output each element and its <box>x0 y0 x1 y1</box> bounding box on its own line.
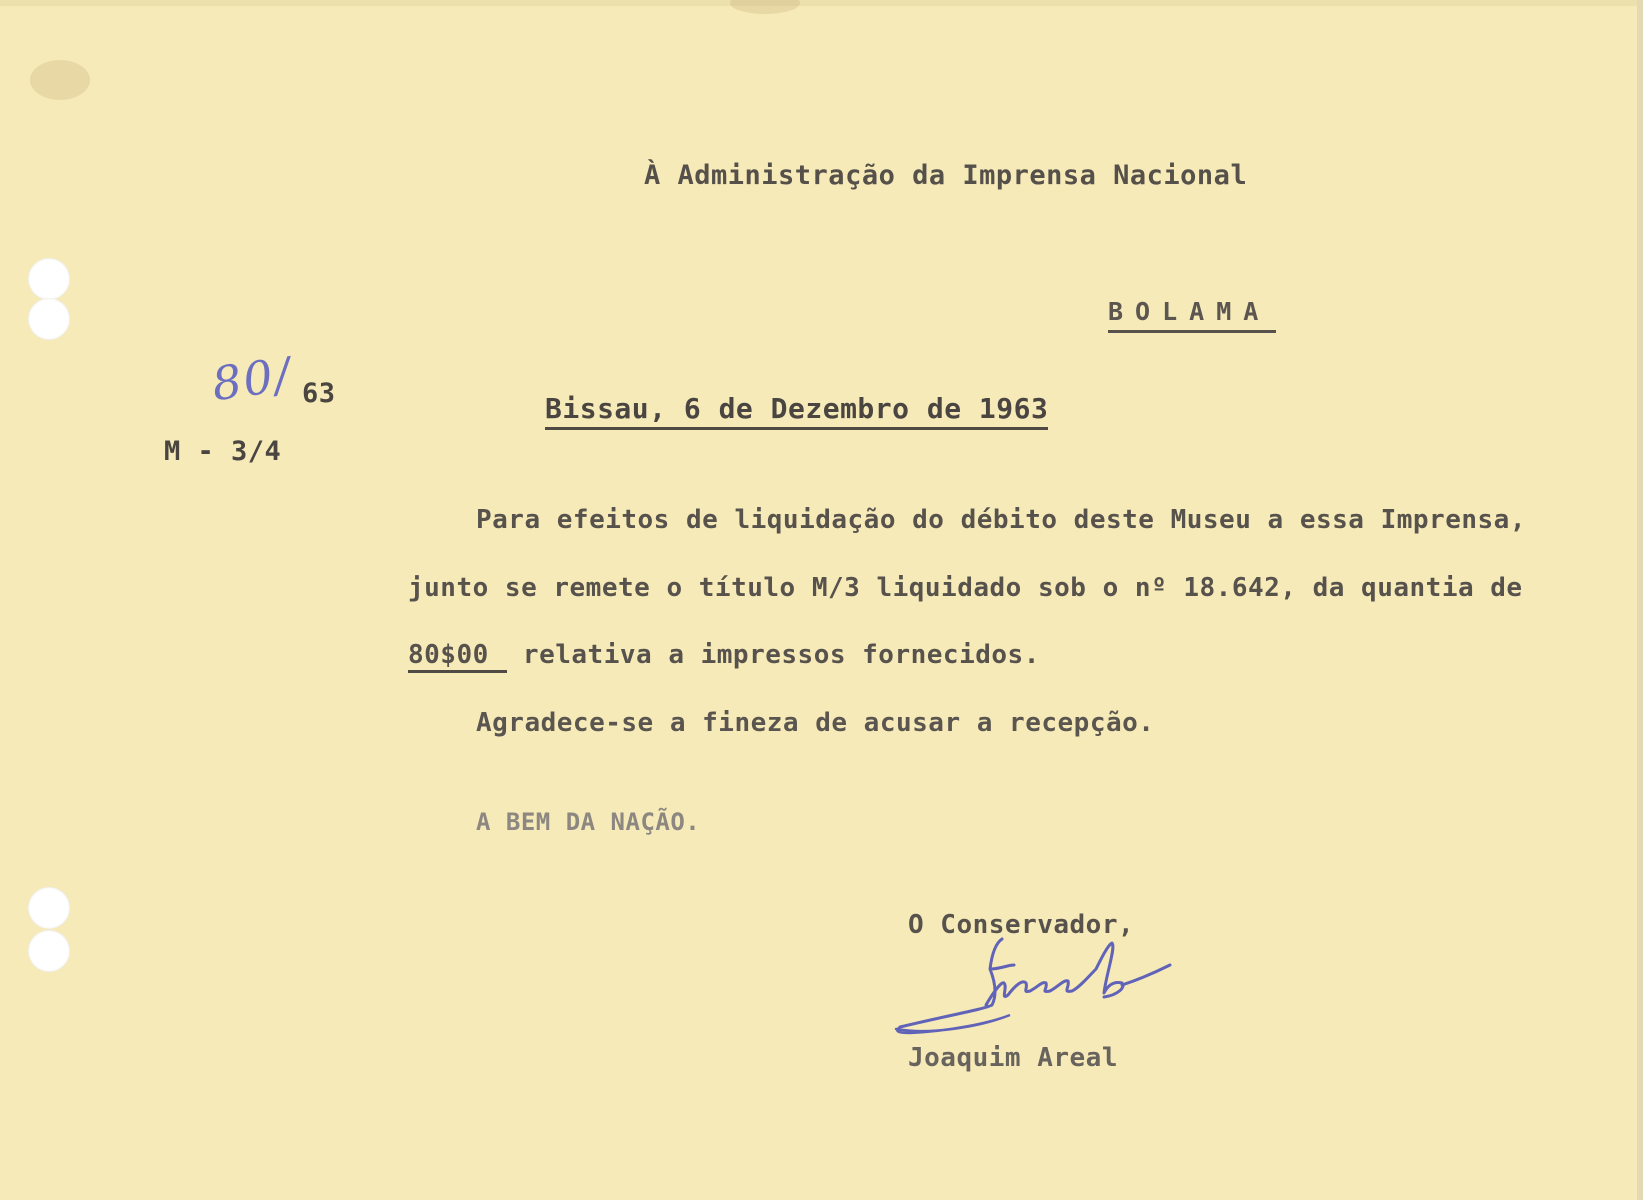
handwritten-reference-number: 80/ <box>208 346 296 412</box>
paper-stain <box>730 0 800 14</box>
acknowledgement-request: Agradece-se a fineza de acusar a recepção. <box>476 708 1155 738</box>
destination-city: BOLAMA <box>1108 297 1276 333</box>
file-classification: M - 3/4 <box>164 436 282 467</box>
amount-value: 80$00 <box>408 640 507 673</box>
body-paragraph-line <box>408 640 1040 670</box>
body-paragraph-line: junto se remete o título M/3 liquidado sob o nº 18.642, da quantia de <box>408 573 1523 603</box>
paper-stain <box>30 60 90 100</box>
body-paragraph-line: Para efeitos de liquidação do débito deste Museu a essa Imprensa, <box>476 505 1526 535</box>
place-and-date: Bissau, 6 de Dezembro de 1963 <box>545 392 1048 430</box>
signatory-name: Joaquim Areal <box>908 1043 1118 1073</box>
punch-hole <box>28 258 70 300</box>
closing-salutation: A BEM DA NAÇÃO. <box>476 808 701 836</box>
punch-hole <box>28 298 70 340</box>
reference-year: 63 <box>302 378 336 409</box>
addressee-line: À Administração da Imprensa Nacional <box>644 160 1248 191</box>
page-right-edge <box>1637 0 1643 1200</box>
handwritten-signature <box>890 935 1180 1045</box>
punch-hole <box>28 887 70 929</box>
punch-hole <box>28 930 70 972</box>
amount-description: relativa a impressos fornecidos. <box>506 640 1040 670</box>
page-top-edge <box>0 0 1643 6</box>
signatory-title: O Conservador, <box>908 910 1135 940</box>
